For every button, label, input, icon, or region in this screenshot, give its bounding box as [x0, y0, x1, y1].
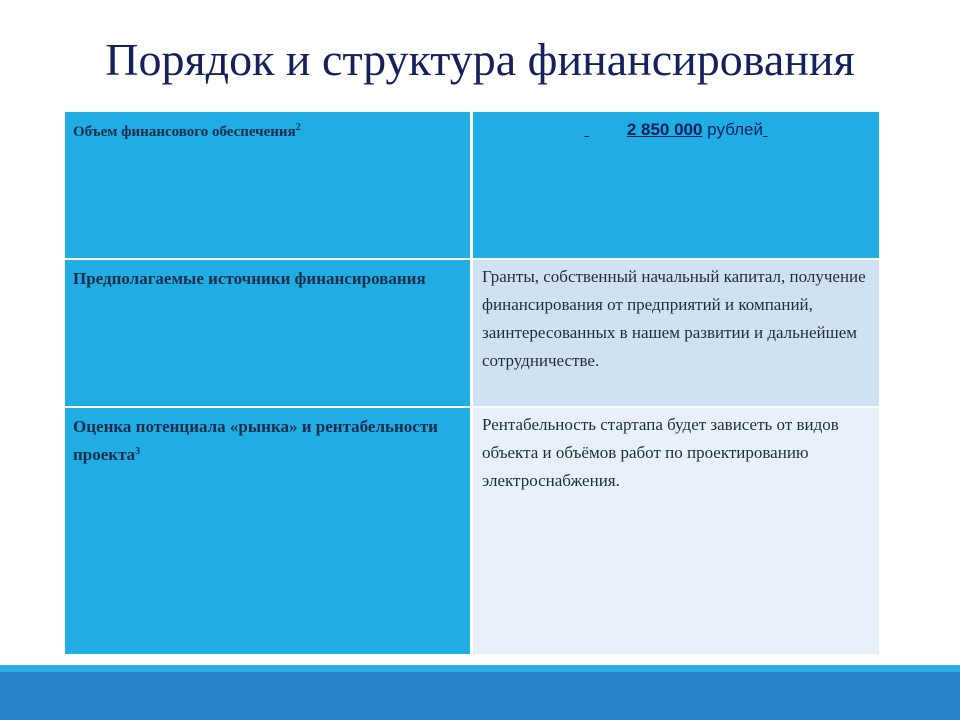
row-funding-volume-label: [65, 112, 470, 258]
slide-title: Порядок и структура финансирования: [105, 34, 855, 85]
row-market-potential-label: [65, 408, 470, 654]
financing-table: [63, 110, 881, 656]
bottom-band-highlight: [0, 665, 960, 672]
row-market-potential-value: [473, 408, 879, 654]
funding-amount: [473, 116, 879, 144]
footnote-3-marker: 3: [135, 446, 141, 457]
funding-sources-label-text: Предполагаемые источники финансирования: [73, 269, 426, 288]
funding-sources-text: Гранты, собственный начальный капитал, получение финансирования от предприятий и компаний, заинтересованных в нашем развитии и дальнейшем сотрудничестве.: [482, 267, 866, 370]
market-potential-label-text: Оценка потенциала «рынка» и рентабельности проекта: [73, 417, 438, 464]
row-funding-sources-value: [473, 260, 879, 406]
funding-amount-unit: рублей: [702, 120, 763, 139]
bottom-decorative-band: [0, 665, 960, 720]
market-potential-text: Рентабельность стартапа будет зависеть от видов объекта и объёмов работ по проектированию электроснабжения.: [482, 415, 839, 490]
funding-volume-label-text: Объем финансового обеспечения: [73, 124, 296, 140]
row-funding-volume-value: [473, 112, 879, 258]
funding-amount-number: 2 850 000: [626, 120, 703, 139]
row-funding-sources-label: [65, 260, 470, 406]
footnote-2-marker: 2: [295, 122, 301, 133]
